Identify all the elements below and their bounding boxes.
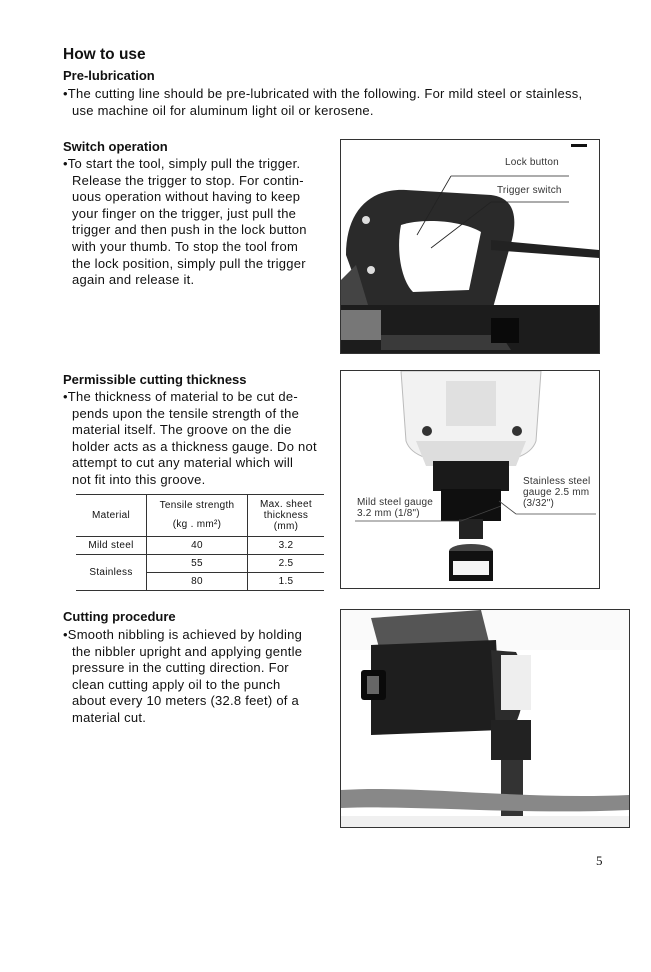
switch-text (63, 156, 333, 289)
header-tensile-label: Tensile strength (159, 500, 235, 511)
switch-line: your finger on the trigger, just pull the (72, 205, 297, 221)
switch-line: uous operation without having to keep (72, 189, 301, 205)
gauge-photo (340, 370, 600, 589)
stainless-gauge-line1: Stainless steel (523, 476, 591, 487)
mild-gauge-line2: 3.2 mm (1/8") (357, 508, 420, 519)
switch-line: Release the trigger to stop. For contin- (72, 172, 304, 188)
stainless-gauge-line2: gauge 2.5 mm (523, 487, 590, 498)
cell-max: 1.5 (248, 573, 325, 591)
cutting-line: pressure in the cutting direction. For (72, 660, 289, 676)
page-title: How to use (63, 46, 146, 63)
cutting-line: clean cutting apply oil to the punch (72, 676, 281, 692)
cell-tensile: 40 (147, 537, 248, 555)
switch-heading: Switch operation (63, 139, 168, 154)
lock-button-label: Lock button (505, 157, 559, 168)
table-header-row (76, 495, 324, 537)
trigger-switch-label: Trigger switch (497, 185, 562, 196)
cutting-line: material cut. (72, 709, 147, 725)
header-max-line2: thickness (263, 510, 309, 521)
nibbler-handle-illustration (341, 140, 599, 353)
switch-line: •To start the tool, simply pull the trigger. (63, 156, 301, 171)
prelub-line: use machine oil for aluminum light oil or kerosene. (72, 102, 374, 118)
header-max-line1: Max. sheet (260, 499, 312, 510)
cutting-line: about every 10 meters (32.8 feet) of a (72, 693, 300, 709)
cell-material: Mild steel (88, 540, 134, 551)
thickness-table (76, 494, 324, 591)
table-row (76, 537, 324, 555)
header-material: Material (92, 510, 130, 521)
switch-line: trigger and then push in the lock button (72, 222, 307, 238)
prelub-text (63, 86, 623, 119)
header-tensile (147, 495, 248, 537)
prelub-heading: Pre-lubrication (63, 68, 155, 83)
switch-line: the lock position, simply pull the trigger (72, 255, 306, 271)
thickness-text (63, 389, 333, 489)
thickness-heading: Permissible cutting thickness (63, 372, 247, 387)
header-max-unit: (mm) (273, 521, 299, 532)
cell-max: 3.2 (248, 537, 325, 555)
prelub-line: •The cutting line should be pre-lubricated with the following. For mild steel or stainless, (63, 86, 583, 101)
header-max (248, 495, 325, 537)
cell-material: Stainless (76, 555, 147, 591)
switch-line: again and release it. (72, 272, 195, 288)
switch-photo (340, 139, 600, 354)
nibbler-cutting-illustration (341, 610, 629, 827)
cell-tensile: 80 (147, 573, 248, 591)
page-number: 5 (596, 853, 603, 868)
thickness-line: pends upon the tensile strength of the (72, 405, 300, 421)
cutting-line: •Smooth nibbling is achieved by holding (63, 627, 303, 642)
cutting-line: the nibbler upright and applying gentle (72, 643, 303, 659)
thickness-line: attempt to cut any material which will (72, 455, 294, 471)
cutting-text (63, 627, 333, 727)
cutting-heading: Cutting procedure (63, 609, 176, 624)
cutting-photo (340, 609, 630, 828)
thickness-line: material itself. The groove on the die (72, 422, 292, 438)
header-tensile-unit: (kg . mm²) (172, 519, 222, 530)
thickness-line: not fit into this groove. (72, 471, 206, 487)
stainless-gauge-label (523, 476, 590, 509)
cell-tensile: 55 (147, 555, 248, 573)
thickness-line: •The thickness of material to be cut de- (63, 389, 298, 404)
table-row (76, 555, 324, 573)
mild-gauge-line1: Mild steel gauge (357, 497, 434, 508)
mild-gauge-label (357, 497, 433, 519)
switch-line: with your thumb. To stop the tool from (72, 238, 299, 254)
thickness-line: holder acts as a thickness gauge. Do not (72, 438, 317, 454)
stainless-gauge-line3: (3/32") (523, 498, 555, 509)
cell-max: 2.5 (248, 555, 325, 573)
